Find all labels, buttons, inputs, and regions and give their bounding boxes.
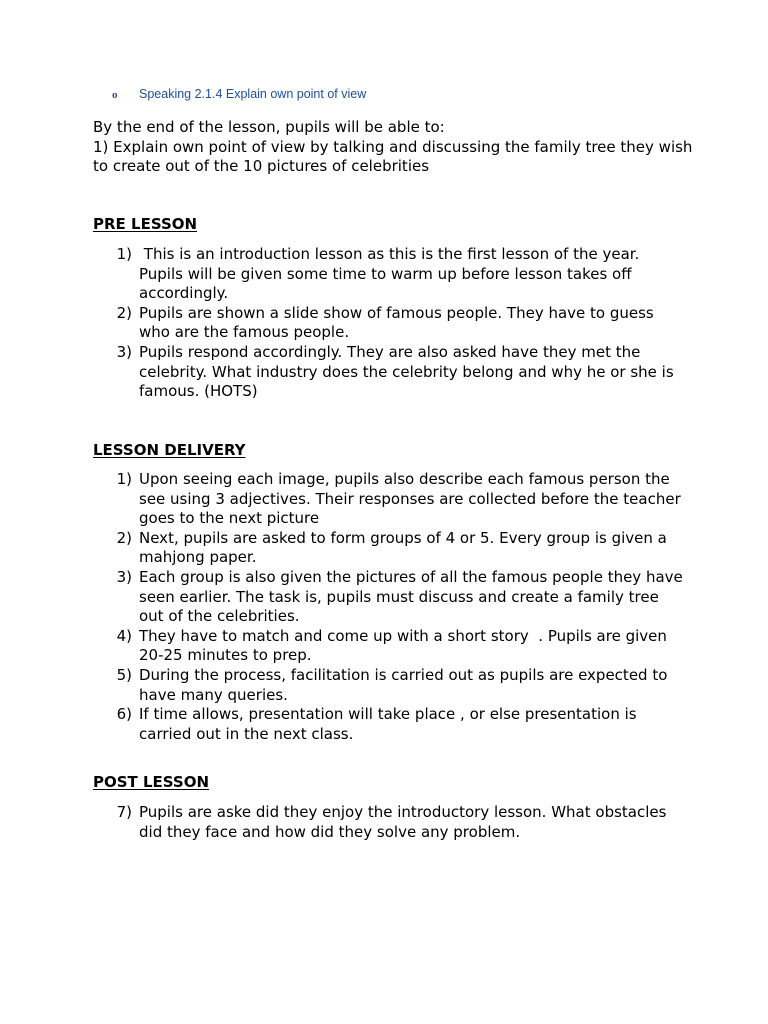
list-item-text: Pupils are aske did they enjoy the introductory lesson. What obstacles did they face and how did they solve any problem.: [139, 803, 672, 841]
list-item: [93, 245, 683, 304]
list-item-text: Pupils are shown a slide show of famous people. They have to guess who are the famous people.: [139, 303, 659, 342]
list-item: [93, 567, 688, 627]
list-item-number: 1): [116, 470, 132, 488]
objective-text: Speaking 2.1.4 Explain own point of view: [139, 87, 367, 101]
list-item-text: If time allows, presentation will take place , or else presentation is carried out in the next class.: [139, 705, 642, 743]
list-item-number: 2): [116, 303, 132, 322]
post-lesson-heading: POST LESSON: [93, 773, 210, 791]
list-item-number: 6): [116, 705, 132, 724]
list-item-number: 3): [116, 567, 132, 586]
list-item: [93, 470, 686, 529]
pre-lesson-list: [93, 245, 683, 402]
list-item-text: Pupils respond accordingly. They are also asked have they met the celebrity. What industry does the celebrity belong and why he or she is famous. (HOTS): [139, 342, 679, 401]
list-item: [93, 343, 683, 402]
lesson-delivery-list: [93, 470, 688, 744]
list-item-number: 5): [116, 665, 132, 684]
list-item-text: During the process, facilitation is carried out as pupils are expected to have many queries.: [139, 665, 673, 704]
post-lesson-list: [93, 803, 683, 842]
pre-lesson-heading: PRE LESSON: [93, 215, 198, 233]
list-item-number: 2): [116, 528, 132, 547]
list-item: [93, 529, 683, 568]
list-item-number: 1): [116, 245, 132, 263]
list-item: [93, 627, 683, 666]
list-item-text: This is an introduction lesson as this is the first lesson of the year. Pupils will be given some time to warm up before lesson takes off accordingly.: [139, 245, 645, 303]
list-item-number: 7): [116, 803, 132, 821]
list-item-number: 4): [116, 626, 132, 645]
objective-bullet: [112, 87, 366, 101]
list-item-text: Upon seeing each image, pupils also describe each famous person the see using 3 adjectives. Their responses are collected before the teacher goes to the next picture: [139, 470, 686, 528]
intro-line-1: By the end of the lesson, pupils will be able to:: [93, 118, 445, 136]
list-item: [93, 705, 683, 744]
list-item: [93, 304, 683, 343]
list-item-text: They have to match and come up with a short story . Pupils are given 20-25 minutes to prep.: [139, 626, 672, 665]
list-item-number: 3): [116, 342, 132, 361]
list-item: [93, 666, 683, 705]
intro-line-2: 1) Explain own point of view by talking and discussing the family tree they wish to create out of the 10 pictures of celebrities: [93, 137, 693, 176]
intro-paragraph: [93, 118, 693, 177]
list-item-text: Next, pupils are asked to form groups of 4 or 5. Every group is given a mahjong paper.: [139, 528, 672, 567]
lesson-delivery-heading: LESSON DELIVERY: [93, 441, 246, 459]
bullet-marker: o: [112, 89, 118, 101]
list-item-text: Each group is also given the pictures of all the famous people they have seen earlier. The task is, pupils must discuss and create a family tree out of the celebrities.: [139, 567, 688, 626]
list-item: [93, 803, 683, 842]
